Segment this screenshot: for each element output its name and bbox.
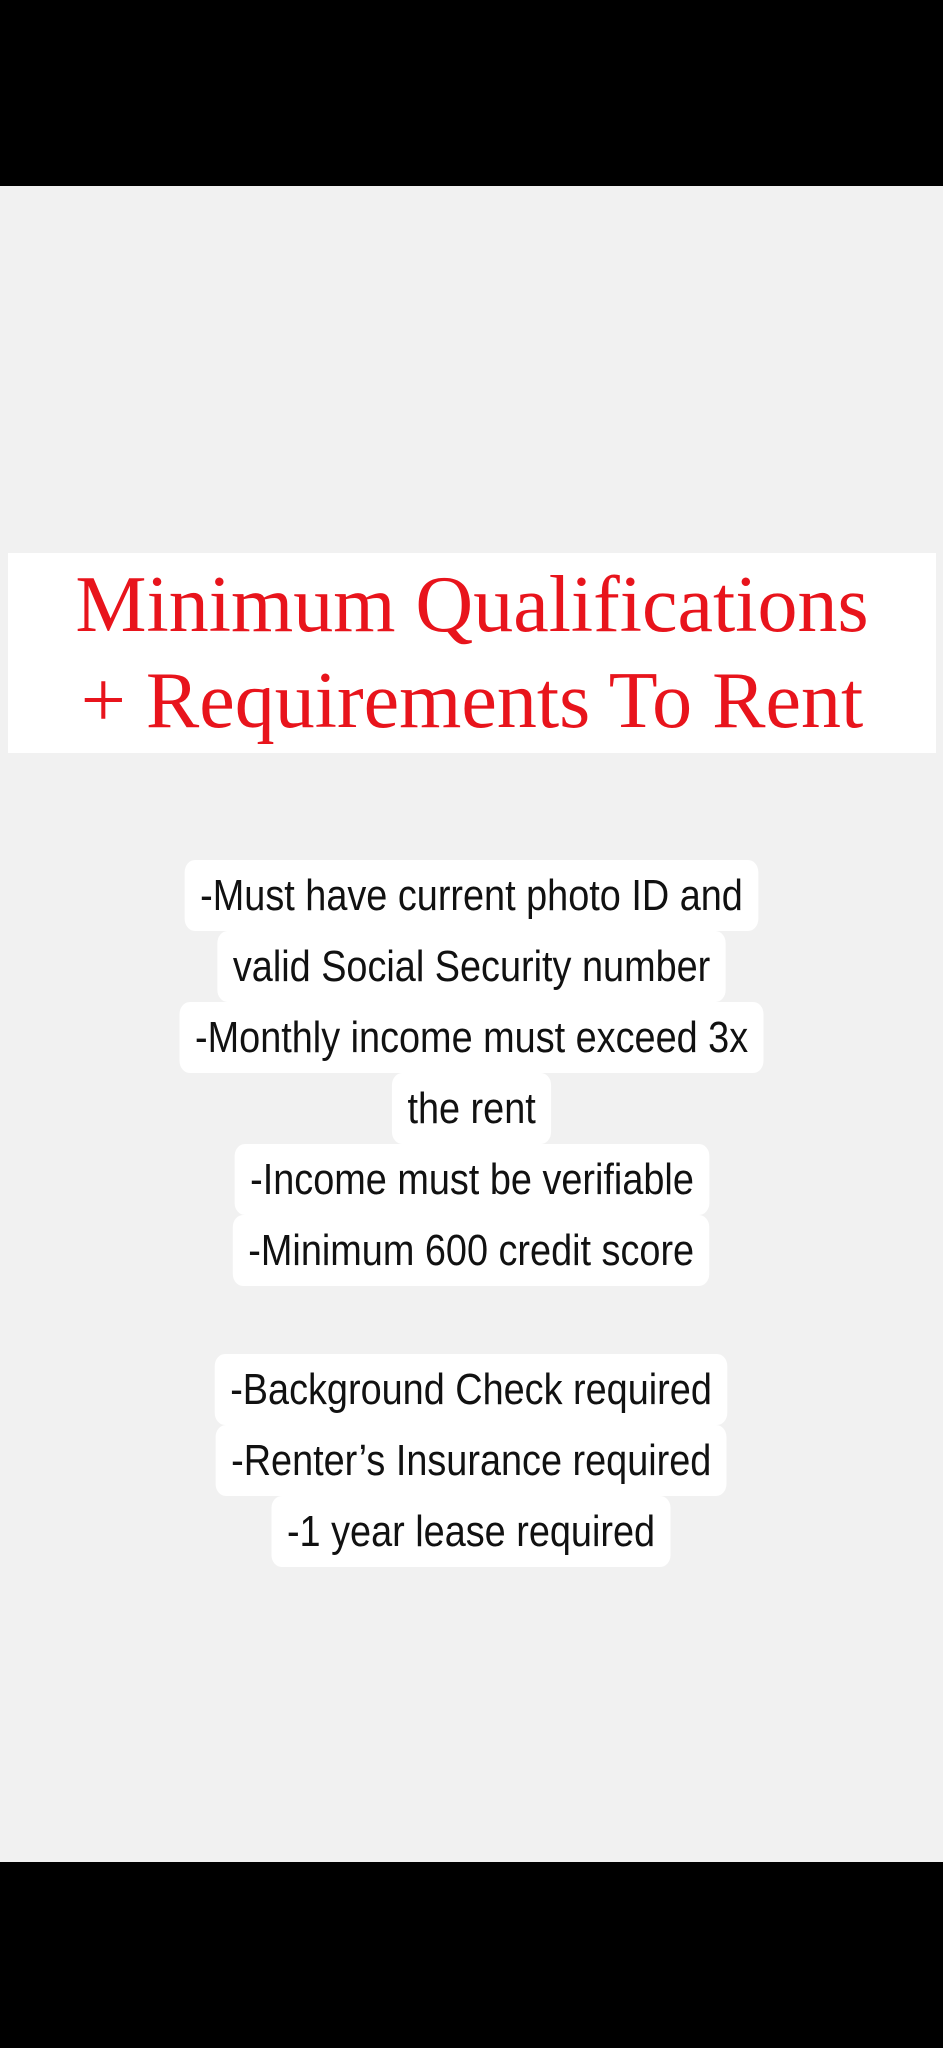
title-line-2: + Requirements To Rent bbox=[80, 657, 864, 745]
requirement-line: -1 year lease required bbox=[272, 1496, 671, 1567]
title-line-1: Minimum Qualifications bbox=[75, 561, 869, 649]
requirement-line: the rent bbox=[392, 1073, 551, 1144]
requirement-line: -Monthly income must exceed 3x bbox=[179, 1002, 763, 1073]
requirements-group-lease bbox=[0, 1354, 943, 1567]
requirement-line: -Minimum 600 credit score bbox=[233, 1215, 710, 1286]
requirement-line: -Background Check required bbox=[215, 1354, 728, 1425]
requirement-line: -Renter’s Insurance required bbox=[216, 1425, 727, 1496]
title-banner bbox=[8, 553, 936, 753]
requirement-line: -Must have current photo ID and bbox=[185, 860, 759, 931]
requirement-line: -Income must be verifiable bbox=[234, 1144, 709, 1215]
requirement-line: valid Social Security number bbox=[217, 931, 725, 1002]
requirements-group-income bbox=[0, 860, 943, 1286]
top-letterbox bbox=[0, 0, 943, 186]
bottom-letterbox bbox=[0, 1862, 943, 2048]
